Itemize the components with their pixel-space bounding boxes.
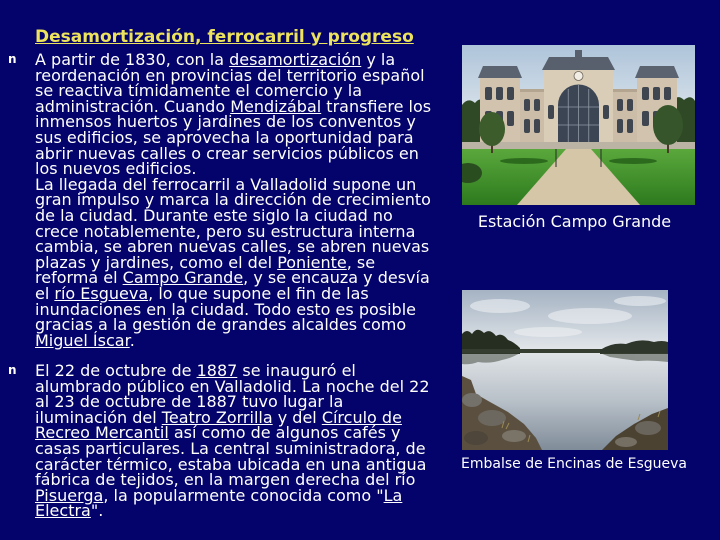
text-segment: crece notablemente, pero su estructura interna <box>35 221 416 241</box>
text-segment: . <box>129 330 135 350</box>
text-segment: , lo que supone el fin de las <box>148 283 369 303</box>
bullet-text <box>35 363 430 519</box>
text-segment: y del <box>272 407 322 427</box>
text-segment: inundaciones en la ciudad. Todo esto es posible <box>35 299 416 319</box>
hyperlink[interactable]: Miguel Íscar <box>35 330 130 350</box>
text-segment: gran impulso y marca la dirección de crecimiento <box>35 190 431 210</box>
text-segment: El 22 de octubre de <box>35 361 197 380</box>
text-segment: inmensos huertos y jardines de los conventos y <box>35 112 416 132</box>
text-segment: carácter térmico, estaba ubicada en una antigua <box>35 454 427 474</box>
hyperlink[interactable]: Poniente <box>277 252 347 272</box>
bullet-marker: n <box>8 52 17 66</box>
slide-title: Desamortización, ferrocarril y progreso <box>35 27 414 47</box>
text-segment: alumbrado público en Valladolid. La noche del 22 <box>35 376 430 396</box>
hyperlink[interactable]: 1887 <box>196 361 238 380</box>
hyperlink[interactable]: Círculo de <box>321 407 402 427</box>
text-segment: así como de algunos cafés y <box>168 423 401 443</box>
text-line <box>35 503 430 519</box>
text-segment: se inauguró el <box>237 361 356 380</box>
text-segment: administración. Cuando <box>35 96 231 116</box>
text-segment: abrir nuevas calles o crear servicios públicos en <box>35 143 419 163</box>
text-segment: gracias a la gestión de grandes alcaldes como <box>35 315 407 335</box>
text-segment: se reactiva tímidamente el comercio y la <box>35 81 363 101</box>
photo-caption: Estación Campo Grande <box>477 212 672 231</box>
text-segment: de la ciudad. Durante este siglo la ciudad no <box>35 205 393 225</box>
hyperlink[interactable]: Teatro Zorrilla <box>161 407 273 427</box>
text-segment: fábrica de tejidos, en la margen derecha del río <box>35 470 416 490</box>
text-segment: , la popularmente conocida como " <box>103 485 384 505</box>
text-segment: y la <box>361 50 396 69</box>
text-segment: al 23 de octubre de 1887 tuvo lugar la <box>35 392 344 412</box>
text-segment: iluminación del <box>35 407 162 427</box>
text-segment: reforma el <box>35 268 123 288</box>
text-segment: el <box>35 283 55 303</box>
text-segment: cambia, se abren nuevas calles, se abren nuevas <box>35 237 430 257</box>
text-segment: A partir de 1830, con la <box>35 50 230 69</box>
hyperlink[interactable]: Recreo Mercantil <box>35 423 169 443</box>
text-segment: reordenación en provincias del territorio español <box>35 65 425 85</box>
hyperlink[interactable]: Mendizábal <box>230 96 322 116</box>
text-segment: transfiere los <box>321 96 432 116</box>
photo-caption: Embalse de Encinas de Esgueva <box>461 456 687 472</box>
text-segment: los nuevos edificios. <box>35 159 197 179</box>
reservoir-photo <box>462 290 668 450</box>
text-segment: sus edificios, se aprovecha la oportunidad para <box>35 127 414 147</box>
text-segment: ". <box>90 501 104 521</box>
bullet-text <box>35 52 431 348</box>
bullet-marker: n <box>8 363 17 377</box>
text-segment: La llegada del ferrocarril a Valladolid supone un <box>35 174 417 194</box>
hyperlink[interactable]: La <box>383 485 403 505</box>
station-photo <box>462 45 695 205</box>
text-line <box>35 330 431 350</box>
text-segment: casas particulares. La central suministradora, de <box>35 438 426 458</box>
text-segment: , y se encauza y desvía <box>243 268 430 288</box>
hyperlink[interactable]: Campo Grande <box>122 268 244 288</box>
hyperlink[interactable]: Pisuerga <box>35 485 104 505</box>
hyperlink[interactable]: Electra <box>35 501 91 521</box>
hyperlink[interactable]: río Esgueva <box>54 283 149 303</box>
hyperlink[interactable]: desamortización <box>229 50 362 69</box>
text-segment: plazas y jardines, como el del <box>35 252 278 272</box>
clock <box>574 72 583 81</box>
text-segment: , se <box>346 252 376 272</box>
